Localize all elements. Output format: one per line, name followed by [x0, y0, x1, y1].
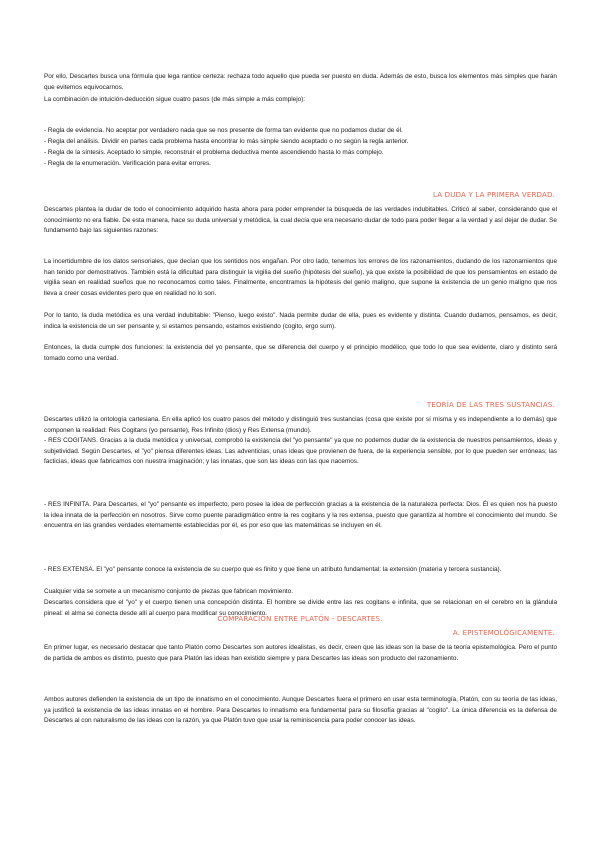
- intro-steps-line: La combinación de intuición-deducción sigue cuatro pasos (de más simple a más complejo):: [44, 96, 306, 103]
- duda-paragraph-3: Por lo tanto, la duda metódica es una verdad indubitable: "Pienso, luego existo". Nada permite dudar de ella, pues es evidente y distinta. Cuando dudamos, pensamos, es decir, indica la existencia de un ser pensante y, si estamos pensando, estamos existiendo (cogito, ergo sum).: [44, 312, 557, 330]
- section-heading-duda: LA DUDA Y LA PRIMERA VERDAD.: [433, 191, 555, 199]
- rule-evidencia: - Regla de evidencia. No aceptar por verdadero nada que se nos presente de forma tan evidente que no podamos dudar de él.: [44, 127, 403, 134]
- section-heading-comparacion: COMPARACIÓN ENTRE PLATÓN - DESCARTES.: [217, 615, 383, 623]
- intro-paragraph: Por ello, Descartes busca una fórmula que lega rantice certeza: rechaza todo aquello que pueda ser puesto en duda. Además de esto, busca los elementos más simples que harán que evitemos equivocarnos.: [44, 73, 557, 91]
- comparacion-paragraph-1: En primer lugar, es necesario destacar que tanto Platón como Descartes son autores idealistas, es decir, creen que las ideas son la base de la teoría epistemológica. Pero el punto de partida de ambos es distinto, puesto que para Platón las ideas han existido siempre y para Descartes las ideas son producto del razonamiento.: [44, 644, 557, 662]
- rule-analisis: - Regla del análisis. Dividir en partes cada problema hasta encontrar lo más simple siendo aceptado o no según la regla anterior.: [44, 138, 409, 145]
- duda-paragraph-1: Descartes plantea la dudar de todo el conocimiento adquirido hasta ahora para poder emprender la búsqueda de las verdades indubitables. Criticó al saber, considerando que el conocimiento no era fiable. De esta manera, hace su duda universal y metódica, la cual decía que era necesario dudar de todo para poder llegar a la verdad y así dejar de dudar. Se fundamentó bajo las siguientes razones:: [44, 206, 557, 235]
- rule-sintesis: - Regla de la síntesis. Aceptado lo simple, reconstruir el problema deductiva mente ascendiendo hasta lo más complejo.: [44, 149, 384, 156]
- cuerpo-paragraph: Descartes considera que el "yo" y el cuerpo tienen una concepción distinta. El hombre se divide entre las res cogitans e infinita, que se relacionan en el cerebro en la glándula pineal: el alma se conecta desde allí al cuerpo para modificar su conocimiento.: [44, 599, 557, 617]
- comparacion-paragraph-2: Ambos autores defienden la existencia de un tipo de innatismo en el conocimiento. Aunque Descartes fuera el primero en usar esta terminología, Platón, con su teoría de las ideas, ya justificó la existencia de las ideas innatas en el hombre. Para Descartes lo innatismo era fundamental para su filosofía gracias al "cogito". La única diferencia es la defensa de Descartes al con naturalismo de las ideas con la razón, ya que Platón tuvo que usar la reminiscencia para poder conocer las ideas.: [44, 696, 557, 725]
- subheading-epistemologicamente: A. EPISTEMOLÓGICAMENTE.: [452, 629, 555, 637]
- duda-paragraph-4: Entonces, la duda cumple dos funciones: la existencia del yo pensante, que se diferencia del cuerpo y el principio modélico, que todo lo que sea evidente, claro y distinto será tomado como una verdad.: [44, 344, 557, 362]
- section-heading-sustancias: TEORÍA DE LAS TRES SUSTANCIAS.: [426, 401, 555, 409]
- res-cogitans-paragraph: - RES COGITANS. Gracias a la duda metódica y universal, comprobó la existencia del "yo pensante" ya que no podemos dudar de la existencia de nuestros pensamientos, ideas y subjetividad. Según Descartes, el "yo" piensa diferentes ideas. Las adventicias, unas ideas que provienen de fuera, de la experiencia sensible, por lo que pueden ser erróneas; las facticias, ideas que fabricamos con nuestra imaginación; y las innatas, que son las ideas con las que nacemos.: [44, 437, 557, 466]
- sustancias-paragraph-1: Descartes utilizó la ontología cartesiana. En ella aplicó los cuatro pasos del método y distinguió tres sustancias (cosa que existe por sí misma y es independiente a lo demás) que componen la realidad: Res Cogitans (yo pensante), Res Infinito (dios) y Res Extensa (mundo).: [44, 416, 557, 434]
- rule-enumeracion: - Regla de la enumeración. Verificación para evitar errores.: [44, 160, 211, 167]
- res-infinita-paragraph: - RES INFINITA. Para Descartes, el "yo" pensante es imperfecto, pero posee la idea de perfección gracias a la existencia de la naturaleza perfecta: Dios. Él es quien nos ha puesto la idea innata de la perfección en nosotros. Sirve como puente paradigmático entre la res cogitans y la res extensa, puesto que garantiza al hombre el conocimiento del mundo. Se encuentra en las grandes verdades eternamente establecidas por él, es por eso que las matemáticas se incluyen en él.: [44, 501, 557, 530]
- res-extensa-paragraph: - RES EXTENSA. El "yo" pensante conoce la existencia de su cuerpo que es finito y que tiene un atributo fundamental: la extensión (materia y tercera sustancia).: [44, 566, 502, 573]
- duda-paragraph-2: La incertidumbre de los datos sensoriales, que decían que los sentidos nos engañan. Por otro lado, tenemos los errores de los razonamientos, dudando de los razonamientos que han tenido por demostrativos. También está la dificultad para distinguir la vigilia del sueño (hipótesis del sueño), ya que existe la posibilidad de que los pensamientos en estado de vigilia sean en realidad sueños que no reconocamos como tales. Finalmente, encontramos la hipótesis del genio maligno, que supone la existencia de un genio maligno que nos lleva a creer cosas evidentes pero que en realidad no lo son.: [44, 258, 557, 297]
- mecanismo-line: Cualquier vida se somete a un mecanismo conjunto de piezas que fabrican movimiento.: [44, 588, 294, 595]
